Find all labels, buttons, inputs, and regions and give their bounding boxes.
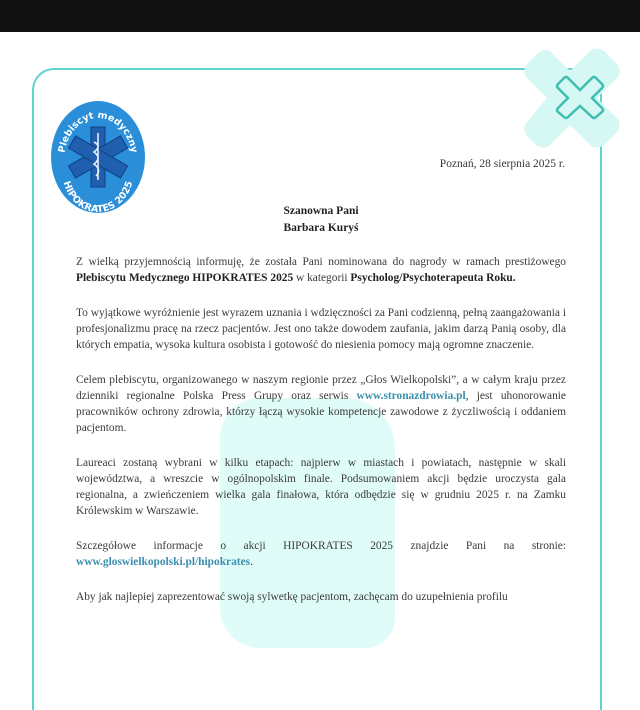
cross-decoration-icon [522,46,622,151]
plebiscite-name: Plebiscytu Medycznego HIPOKRATES 2025 [76,272,294,284]
recipient-name: Barbara Kuryś [283,222,359,234]
text: Celem plebiscytu, organizowanego w naszym regionie przez „Głos Wielkopolski”, a w całym kraju przez dzienniki regionalne Polska Press Grupy oraz serwis [76,374,566,402]
salutation: Szanowna Pani [283,205,359,217]
gloswielkopolski-link[interactable]: www.gloswielkopolski.pl/hipokrates [76,556,251,568]
paragraph-nomination [76,254,566,286]
paragraph-stages: Laureaci zostaną wybrani w kilku etapach: najpierw w miastach i powiatach, następnie w skali województwa, a wreszcie w ogólnopolskim finale. Podsumowaniem akcji będzie uroczysta gala regionalna, a zwieńczeniem wielka gala finałowa, która odbędzie się w grudniu 2025 r. na Zamku Królewskim w Warszawie. [76,457,566,517]
paragraph-purpose [76,372,566,436]
top-bar [0,0,640,32]
paragraph-details [76,538,566,570]
letter-date: Poznań, 28 sierpnia 2025 r. [439,158,565,170]
letter-body [76,254,566,624]
svg-text:Plebiscyt medyczny: Plebiscyt medyczny [56,109,140,154]
paragraph-profile: Aby jak najlepiej zaprezentować swoją sylwetkę pacjentom, zachęcam do uzupełnienia profilu [76,591,508,603]
text: , jest uhonorowanie pracowników ochrony zdrowia, którzy łączą wysokie kompetencje zawodowe z życzliwością i oddaniem pacjentom. [76,390,566,434]
category-name: Psycholog/Psychoterapeuta Roku. [350,272,516,284]
svg-text:HIPOKRATES 2025: HIPOKRATES 2025 [60,179,136,214]
paragraph-distinction: To wyjątkowe wyróżnienie jest wyrazem uznania i wdzięczności za Pani codzienną, pełną zaangażowania i profesjonalizmu pracę na rzecz pacjentów. Jest ono także dowodem zaufania, jakim darzą Panią osoby, dla których empatia, wysoka kultura osobista i gotowość do niesienia pomocy mają ogromne znaczenie. [76,307,566,351]
text: Z wielką przyjemnością informuję, że została Pani nominowana do nagrody w ramach prestiżowego [76,256,566,268]
text: Szczegółowe informacje o akcji HIPOKRATES 2025 znajdzie Pani na stronie: [76,540,566,552]
stronazdrowia-link[interactable]: www.stronazdrowia.pl [356,390,466,402]
text: . [250,556,253,568]
hipokrates-logo [50,100,146,214]
text: w kategorii [293,272,351,284]
